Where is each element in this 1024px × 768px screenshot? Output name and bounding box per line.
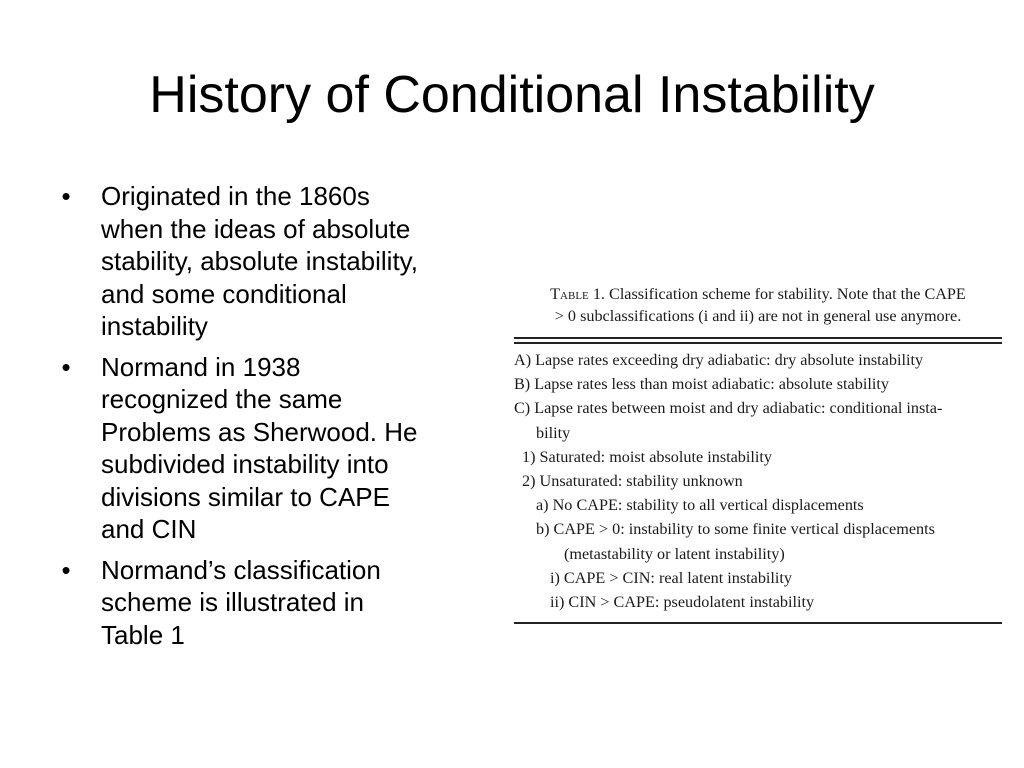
table-row: a) No CAPE: stability to all vertical displacements	[536, 496, 864, 515]
slide-title: History of Conditional Instability	[149, 66, 875, 124]
bullet-item	[56, 554, 496, 652]
table-row: bility	[536, 423, 571, 442]
bullet-list	[56, 180, 496, 659]
bullet-line: Originated in the 1860s	[101, 181, 370, 211]
table-row: i) CAPE > CIN: real latent instability	[550, 568, 793, 587]
table-row: B) Lapse rates less than moist adiabatic: absolute stability	[514, 375, 889, 394]
bullet-line: and CIN	[101, 514, 197, 544]
classification-table	[514, 283, 1002, 624]
bullet-item	[56, 180, 496, 343]
table-bottom-rule	[514, 622, 1002, 624]
bullet-line: recognized the same	[101, 384, 343, 414]
bullet-line: divisions similar to CAPE	[101, 481, 390, 512]
bullet-line: and some conditional	[101, 278, 347, 309]
table-row: A) Lapse rates exceeding dry adiabatic: dry absolute instability	[514, 351, 924, 369]
bullet-line: when the ideas of absolute	[101, 213, 411, 244]
bullet-line: Problems as Sherwood. He	[101, 416, 418, 447]
table-row: (metastability or latent instability)	[564, 544, 785, 563]
bullet-icon: •	[61, 554, 71, 585]
table-caption-text: 1. Classification scheme for stability. Note that the CAPE	[588, 285, 966, 303]
table-row: ii) CIN > CAPE: pseudolatent instability	[550, 593, 815, 612]
table-top-rule	[514, 337, 1002, 344]
table-row: 2) Unsaturated: stability unknown	[522, 472, 743, 491]
bullet-item	[56, 351, 496, 546]
bullet-icon: •	[61, 351, 71, 382]
table-row: 1) Saturated: moist absolute instability	[522, 447, 772, 466]
table-caption	[514, 283, 1002, 327]
table-row: b) CAPE > 0: instability to some finite vertical displacements	[536, 520, 935, 539]
table-row: C) Lapse rates between moist and dry adiabatic: conditional insta-	[514, 399, 943, 418]
bullet-line: stability, absolute instability,	[101, 246, 418, 276]
table-caption-label: Table	[550, 285, 589, 303]
bullet-line: subdivided instability into	[101, 449, 389, 479]
bullet-line: Table 1	[101, 619, 185, 650]
bullet-icon: •	[61, 181, 71, 211]
table-rows	[514, 344, 1002, 622]
bullet-line: Normand in 1938	[101, 351, 301, 382]
bullet-line: Normand’s classification	[101, 554, 381, 585]
bullet-line: instability	[101, 311, 208, 341]
table-caption-text: > 0 subclassifications (i and ii) are not in general use anymore.	[554, 307, 962, 325]
bullet-line: scheme is illustrated in	[101, 587, 364, 617]
